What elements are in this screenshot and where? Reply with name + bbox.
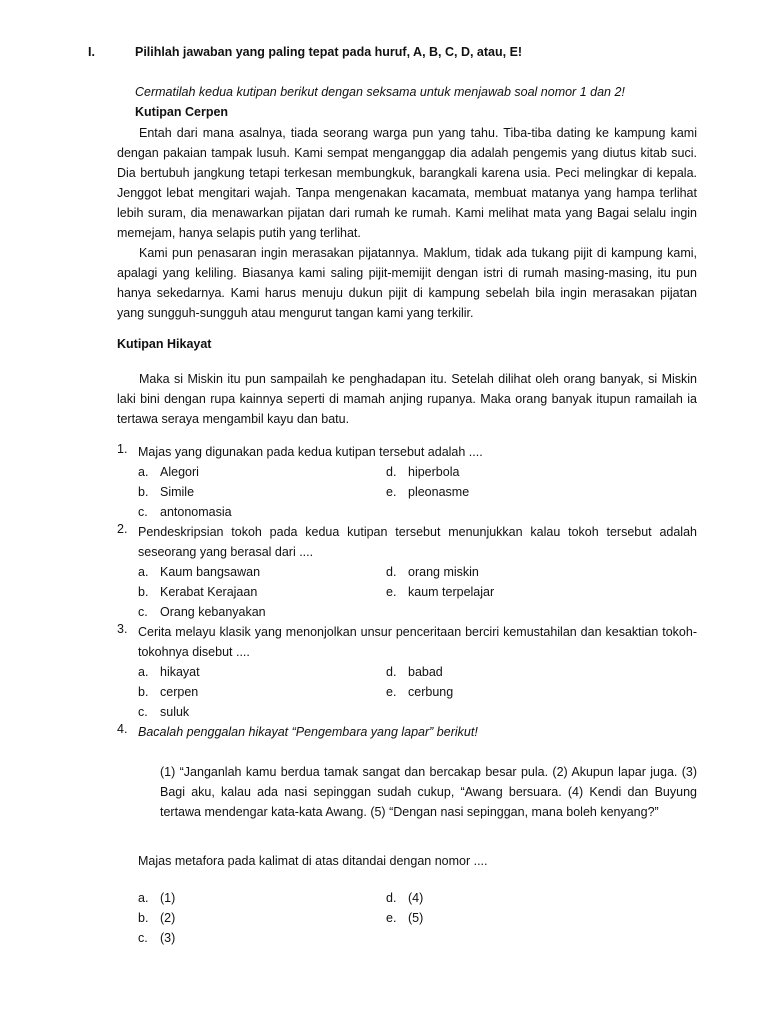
question-2-text: Pendeskripsian tokoh pada kedua kutipan tersebut menunjukkan kalau tokoh tersebut adalah seseorang yang berasal dari .... xyxy=(138,525,697,559)
q4-option-a[interactable]: a. (1) xyxy=(138,891,176,905)
question-4-prompt: Majas metafora pada kalimat di atas ditandai dengan nomor .... xyxy=(138,854,488,868)
question-1-number: 1. xyxy=(117,442,128,456)
q1-option-c[interactable]: c. antonomasia xyxy=(138,505,232,519)
q1-option-b[interactable]: b. Simile xyxy=(138,485,195,499)
hikayat-paragraph: Maka si Miskin itu pun sampailah ke penghadapan itu. Setelah dilihat oleh orang banyak, si Miskin laki bini dengan rupa kainnya seperti di mamah anjing rupanya. Maka orang banyak itupun ramailah ia tertawa seraya mengambil kayu dan batu. xyxy=(117,372,697,426)
q2-option-d[interactable]: d. orang miskin xyxy=(386,565,479,579)
q1-option-d[interactable]: d. hiperbola xyxy=(386,465,460,479)
question-3-number: 3. xyxy=(117,622,128,636)
q3-option-a[interactable]: a. hikayat xyxy=(138,665,200,679)
q2-option-b[interactable]: b. Kerabat Kerajaan xyxy=(138,585,258,599)
q2-option-e[interactable]: e. kaum terpelajar xyxy=(386,585,495,599)
q4-option-b[interactable]: b. (2) xyxy=(138,911,176,925)
cerpen-paragraph-2: Kami pun penasaran ingin merasakan pijatannya. Maklum, tidak ada tukang pijit di kampung kami, apalagi yang keliling. Biasanya kami saling pijit-memijit dengan istri di rumah masing-masing, itu pun hanya sekedarnya. Kami harus menuju dukun pijit di kampung sebelah bila ingin merasakan pijatan yang sungguh-sungguh atau mengurut tangan kami yang terkilir. xyxy=(117,246,697,320)
question-3-text: Cerita melayu klasik yang menonjolkan unsur penceritaan berciri kemustahilan dan kesaktian tokoh-tokohnya disebut .... xyxy=(138,625,697,659)
q3-option-e[interactable]: e. cerbung xyxy=(386,685,454,699)
cerpen-title: Kutipan Cerpen xyxy=(135,105,229,119)
question-4-text: Bacalah penggalan hikayat “Pengembara yang lapar” berikut! xyxy=(138,725,478,739)
q3-option-d[interactable]: d. babad xyxy=(386,665,443,679)
section-number: I. xyxy=(88,45,95,59)
q2-option-a[interactable]: a. Kaum bangsawan xyxy=(138,565,261,579)
section-heading: Pilihlah jawaban yang paling tepat pada huruf, A, B, C, D, atau, E! xyxy=(135,45,523,59)
hikayat-title: Kutipan Hikayat xyxy=(117,337,212,351)
cerpen-paragraph-1: Entah dari mana asalnya, tiada seorang warga pun yang tahu. Tiba-tiba dating ke kampung kami dengan pakaian tampak lusuh. Kami sempat menganggap dia adalah pengemis yang diutus kitab suci. Dia bertubuh jangkung tetapi terkesan membungkuk, barangkali karena usia. Peci melingkar di kepala. Jenggot lebat mengitari wajah. Tanpa mengenakan kacamata, membuat matanya yang hampa terlihat lebih suram, dia menawarkan pijatan dari rumah ke rumah. Kami melihat mata yang Bagai selalu ingin memejam, hanya selapis putih yang terlihat. xyxy=(117,126,697,240)
q1-option-a[interactable]: a. Alegori xyxy=(138,465,199,479)
reading-instruction: Cermatilah kedua kutipan berikut dengan seksama untuk menjawab soal nomor 1 dan 2! xyxy=(135,85,625,99)
question-1-text: Majas yang digunakan pada kedua kutipan tersebut adalah .... xyxy=(138,445,483,459)
q2-option-c[interactable]: c. Orang kebanyakan xyxy=(138,605,266,619)
q3-option-c[interactable]: c. suluk xyxy=(138,705,190,719)
hikayat-passage: (1) “Janganlah kamu berdua tamak sangat dan bercakap besar pula. (2) Akupun lapar juga. (3) Bagi aku, kalau ada nasi sepinggan sudah cukup, “Awang bersuara. (4) Kendi dan Buyung tertawa mendengar kata-kata Awang. (5) “Dengan nasi sepinggan, mana boleh kenyang?” xyxy=(160,765,697,819)
q1-option-e[interactable]: e. pleonasme xyxy=(386,485,470,499)
question-4-number: 4. xyxy=(117,722,128,736)
q3-option-b[interactable]: b. cerpen xyxy=(138,685,199,699)
q4-option-d[interactable]: d. (4) xyxy=(386,891,424,905)
q4-option-e[interactable]: e. (5) xyxy=(386,911,424,925)
q4-option-c[interactable]: c. (3) xyxy=(138,931,176,945)
question-2-number: 2. xyxy=(117,522,128,536)
